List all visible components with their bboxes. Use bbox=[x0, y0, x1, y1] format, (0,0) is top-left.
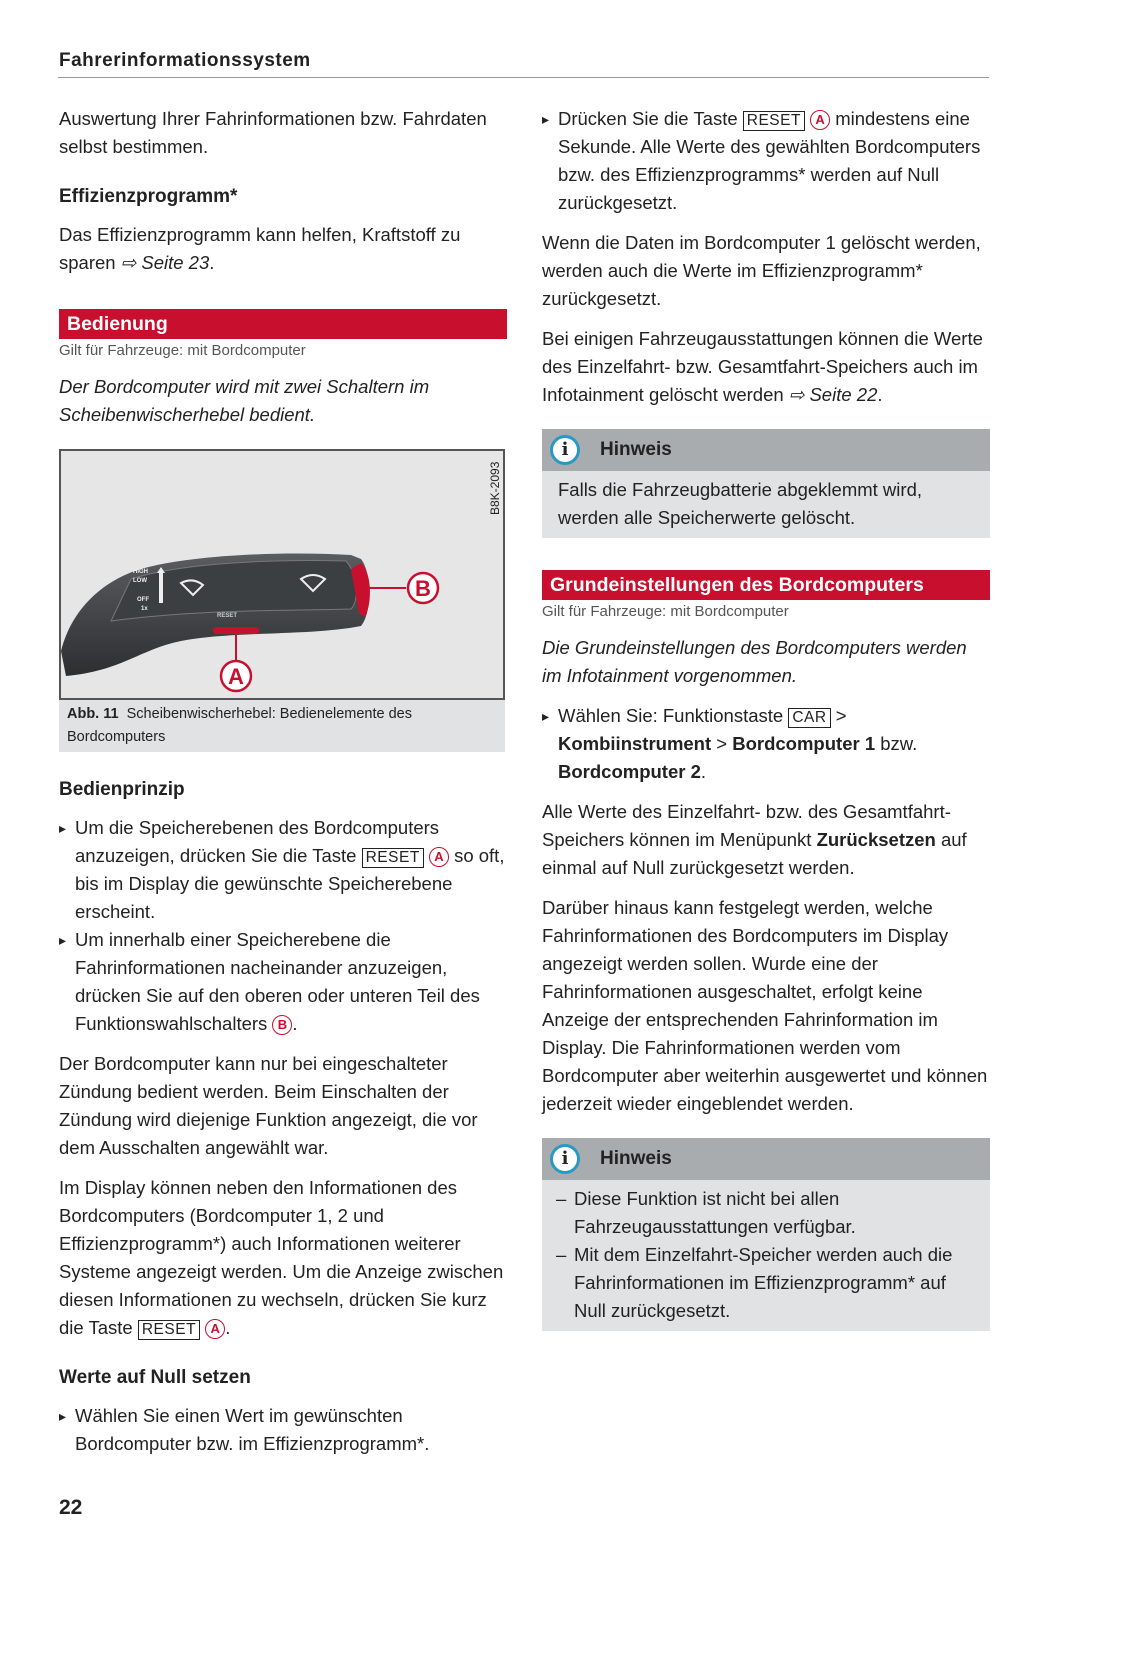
text: > bbox=[711, 733, 733, 754]
right-column bbox=[542, 105, 990, 1343]
note-header bbox=[542, 1138, 990, 1180]
callout-b: B bbox=[415, 576, 431, 601]
lever-label-1x: 1x bbox=[141, 606, 148, 612]
text: so oft, bis im Display die gewünschte Speicherebene erscheint. bbox=[75, 845, 505, 922]
paragraph: Im Display können neben den Informationen des Bordcomputers (Bordcomputer 1, 2 und Effizienzprogramm*) auch Informationen weiterer Systeme angezeigt werden. Um die Anzeige zwischen diesen Informationen zu wechseln, drücken Sie kurz die Taste RESET A . bbox=[59, 1177, 504, 1338]
paragraph: Bei einigen Fahrzeugausstattungen können die Werte des Einzelfahrt- bzw. Gesamtfahrt-Speichers auch im Infotainment gelöscht werden ⇨ Seite 22. bbox=[542, 328, 983, 405]
note-text: Falls die Fahrzeugbatterie abgeklemmt wird, werden alle Speicherwerte gelöscht. bbox=[558, 479, 922, 528]
running-header: Fahrerinformationssystem bbox=[59, 50, 311, 71]
lever-label-off: OFF bbox=[137, 597, 149, 603]
page-number: 22 bbox=[59, 1496, 83, 1519]
info-icon: i bbox=[550, 1144, 580, 1174]
callout-a: A bbox=[228, 664, 244, 689]
menu-kombiinstrument: Kombiinstrument bbox=[558, 733, 712, 754]
note-list-item: – Mit dem Einzelfahrt-Speicher werden auch die Fahrinformationen im Effizienzprogramm* auf Null zurückgesetzt. bbox=[542, 1241, 976, 1325]
note-list bbox=[542, 1180, 990, 1331]
applicability-note: Gilt für Fahrzeuge: mit Bordcomputer bbox=[542, 603, 789, 620]
section-bar-grundeinstellungen: Grundeinstellungen des Bordcomputers bbox=[542, 570, 990, 600]
caption-text: Scheibenwischerhebel: Bedienelemente des Bordcomputers bbox=[67, 706, 412, 745]
text: Alle Werte des Einzelfahrt- bzw. des Gesamtfahrt-Speichers können im Menüpunkt bbox=[542, 801, 951, 850]
note-box bbox=[542, 1138, 990, 1331]
note-list-item: – Diese Funktion ist nicht bei allen Fahrzeugausstattungen verfügbar. bbox=[542, 1185, 976, 1241]
reset-key: RESET bbox=[362, 848, 424, 868]
heading-werte-null: Werte auf Null setzen bbox=[59, 1367, 251, 1388]
heading-effizienzprogramm: Effizienzprogramm* bbox=[59, 186, 238, 207]
paragraph: Auswertung Ihrer Fahrinformationen bzw. Fahrdaten selbst bestimmen. bbox=[59, 108, 487, 157]
caption-number: Abb. 11 bbox=[67, 706, 119, 722]
list-item: ▸ Wählen Sie: Funktionstaste CAR > Kombiinstrument > Bordcomputer 1 bzw. Bordcomputer 2. bbox=[542, 702, 990, 786]
list-item: ▸ Um innerhalb einer Speicherebene die Fahrinformationen nacheinander anzuzeigen, drücken Sie auf den oberen oder unteren Teil des Funktionswahlschalters B . bbox=[59, 926, 507, 1038]
figure-wiper-lever bbox=[59, 449, 505, 700]
header-rule bbox=[58, 77, 989, 78]
menu-bordcomputer-1: Bordcomputer 1 bbox=[732, 733, 876, 754]
note-title: Hinweis bbox=[600, 439, 672, 460]
text: Drücken Sie die Taste bbox=[558, 108, 743, 129]
reset-key: RESET bbox=[743, 111, 805, 131]
menu-bordcomputer-2: Bordcomputer 2 bbox=[558, 761, 701, 782]
callout-a-ref: A bbox=[810, 110, 830, 130]
wiper-lever-illustration bbox=[61, 451, 503, 698]
note-box bbox=[542, 429, 990, 538]
callout-b-ref: B bbox=[272, 1015, 292, 1035]
page-reference-link[interactable]: ⇨ Seite 23 bbox=[120, 252, 210, 273]
list-item: ▸ Wählen Sie einen Wert im gewünschten Bordcomputer bzw. im Effizienzprogramm*. bbox=[59, 1402, 507, 1458]
text: Um die Speicherebenen des Bordcomputers anzuzeigen, drücken Sie die Taste bbox=[75, 817, 440, 866]
paragraph: Das Effizienzprogramm kann helfen, Kraftstoff zu sparen ⇨ Seite 23. bbox=[59, 224, 461, 273]
text: mindestens eine Sekunde. Alle Werte des gewählten Bordcomputers bzw. des Effizienzprogramms* werden auf Null zurückgesetzt. bbox=[558, 108, 981, 213]
text: > bbox=[830, 705, 847, 726]
page-reference-link[interactable]: ⇨ Seite 22 bbox=[788, 384, 878, 405]
figure-code: B8K-2093 bbox=[488, 461, 502, 515]
list-item bbox=[542, 105, 990, 217]
text: Bei einigen Fahrzeugausstattungen können die Werte des Einzelfahrt- bzw. Gesamtfahrt-Speichers auch im Infotainment gelöscht werden bbox=[542, 328, 983, 405]
text: Um innerhalb einer Speicherebene die Fahrinformationen nacheinander anzuzeigen, drücken Sie auf den oberen oder unteren Teil des Funktionswahlschalters bbox=[75, 929, 480, 1034]
text: auf einmal auf Null zurückgesetzt werden. bbox=[542, 829, 967, 878]
list-item bbox=[59, 814, 507, 926]
left-column bbox=[59, 105, 507, 1470]
reset-key: RESET bbox=[138, 1320, 200, 1340]
text: bzw. bbox=[875, 733, 918, 754]
callout-a-ref: A bbox=[429, 847, 449, 867]
figure-caption bbox=[59, 700, 505, 752]
paragraph bbox=[542, 798, 990, 882]
callout-a-ref: A bbox=[205, 1319, 225, 1339]
paragraph: Wenn die Daten im Bordcomputer 1 gelöscht werden, werden auch die Werte im Effizienzprogramm* zurückgesetzt. bbox=[542, 232, 981, 309]
intro-text: Der Bordcomputer wird mit zwei Schaltern im Scheibenwischerhebel bedient. bbox=[59, 376, 430, 425]
text: Im Display können neben den Informationen des Bordcomputers (Bordcomputer 1, 2 und Effizienzprogramm*) auch Informationen weiterer Systeme angezeigt werden. Um die Anzeige zwischen diesen Informationen zu wechseln, drücken Sie kurz die Taste bbox=[59, 1177, 504, 1338]
note-title: Hinweis bbox=[600, 1148, 672, 1169]
applicability-note: Gilt für Fahrzeuge: mit Bordcomputer bbox=[59, 342, 306, 359]
text: Das Effizienzprogramm kann helfen, Kraftstoff zu sparen bbox=[59, 224, 461, 273]
lever-label-high: HIGH bbox=[133, 569, 148, 575]
menu-zuruecksetzen: Zurücksetzen bbox=[816, 829, 936, 850]
note-header bbox=[542, 429, 990, 471]
section-bar-bedienung: Bedienung bbox=[59, 309, 507, 339]
lever-label-reset: RESET bbox=[217, 613, 238, 619]
text: Wählen Sie: Funktionstaste bbox=[558, 705, 789, 726]
info-icon: i bbox=[550, 435, 580, 465]
paragraph: Der Bordcomputer kann nur bei eingeschalteter Zündung bedient werden. Beim Einschalten der Zündung wird diejenige Funktion angezeigt, die vor dem Ausschalten angewählt war. bbox=[59, 1053, 478, 1158]
paragraph: Darüber hinaus kann festgelegt werden, welche Fahrinformationen des Bordcomputers im Display angezeigt werden sollen. Wurde eine der Fahrinformationen ausgeschaltet, erfolgt keine Anzeige der entsprechenden Fahrinformation im Display. Die Fahrinformationen werden vom Bordcomputer aber weiterhin ausgewertet und können jederzeit wieder eingeblendet werden. bbox=[542, 897, 988, 1114]
heading-bedienprinzip: Bedienprinzip bbox=[59, 779, 185, 800]
intro-text: Die Grundeinstellungen des Bordcomputers werden im Infotainment vorgenommen. bbox=[542, 637, 967, 686]
lever-label-low: LOW bbox=[133, 578, 147, 584]
car-key: CAR bbox=[788, 708, 830, 728]
